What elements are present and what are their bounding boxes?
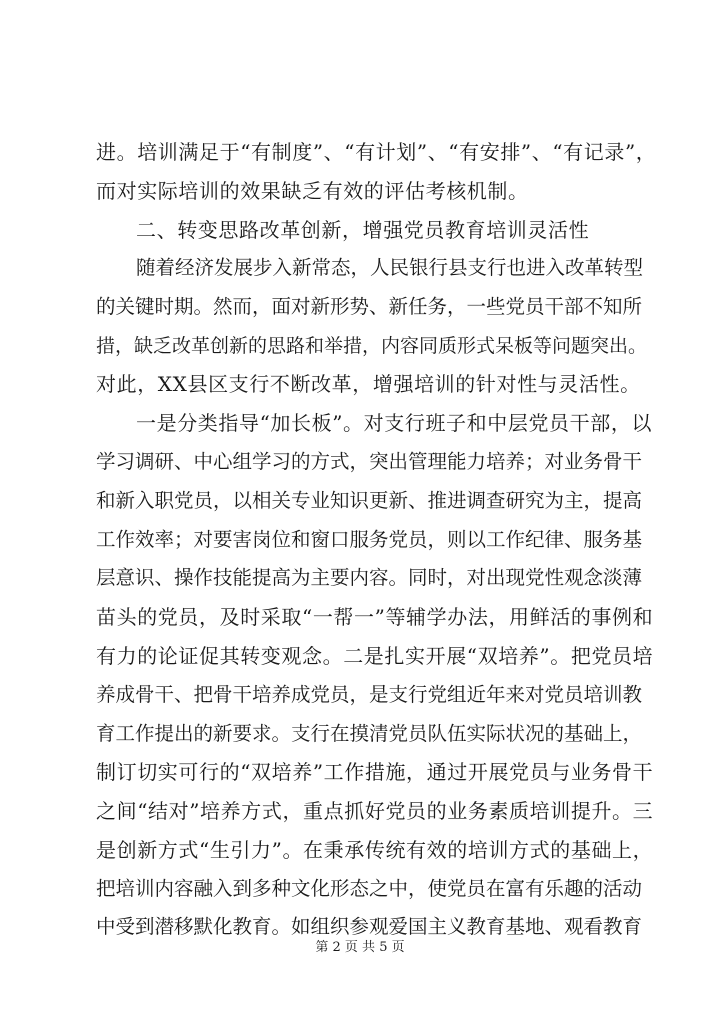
text-line: 有力的论证促其转变观念。二是扎实开展“双培养”。把党员培 xyxy=(96,644,654,668)
text-line: 措，缺乏改革创新的思路和举措，内容同质形式呆板等问题突出。 xyxy=(96,335,648,357)
text-line: 把培训内容融入到多种文化形态之中，使党员在富有乐趣的活动 xyxy=(96,877,643,900)
text-line: 养成骨干、把骨干培养成党员，是支行党组近年来对党员培训教 xyxy=(96,683,643,706)
text-line: 苗头的党员，及时采取“一帮一”等辅学办法，用鲜活的事例和 xyxy=(96,605,654,629)
text-line: 工作效率；对要害岗位和窗口服务党员，则以工作纪律、服务基 xyxy=(96,528,643,551)
text-line: 和新入职党员，以相关专业知识更新、推进调查研究为主，提高 xyxy=(96,489,643,512)
text-line: 层意识、操作技能提高为主要内容。同时，对出现党性观念淡薄 xyxy=(96,566,643,589)
text-line: 一是分类指导“加长板”。对支行班子和中层党员干部，以 xyxy=(136,411,653,435)
text-line: 中受到潜移默化教育。如组织参观爱国主义教育基地、观看教育 xyxy=(96,915,643,938)
text-line: 是创新方式“生引力”。在秉承传统有效的培训方式的基础上， xyxy=(96,838,654,862)
text-line: 对此，XX县区支行不断改革，增强培训的针对性与灵活性。 xyxy=(96,372,641,396)
text-line: 学习调研、中心组学习的方式，突出管理能力培养；对业务骨干 xyxy=(96,450,643,473)
text-line: 制订切实可行的“双培养”工作措施，通过开展党员与业务骨干 xyxy=(96,760,654,784)
page-number-footer: 第 2 页 共 5 页 xyxy=(315,940,405,955)
text-line: 育工作提出的新要求。支行在摸清党员队伍实际状况的基础上， xyxy=(96,722,643,745)
text-line: 之间“结对”培养方式，重点抓好党员的业务素质培训提升。三 xyxy=(96,799,654,823)
text-line: 进。培训满足于“有制度”、“有计划”、“有安排”、“有记录”， xyxy=(96,140,656,164)
text-line: 而对实际培训的效果缺乏有效的评估考核机制。 xyxy=(96,179,529,203)
text-line: 随着经济发展步入新常态，人民银行县支行也进入改革转型 xyxy=(136,256,644,279)
section-heading: 二、转变思路改革创新，增强党员教育培训灵活性 xyxy=(136,218,590,242)
text-line: 的关键时期。然而，面对新形势、新任务，一些党员干部不知所 xyxy=(96,295,643,318)
